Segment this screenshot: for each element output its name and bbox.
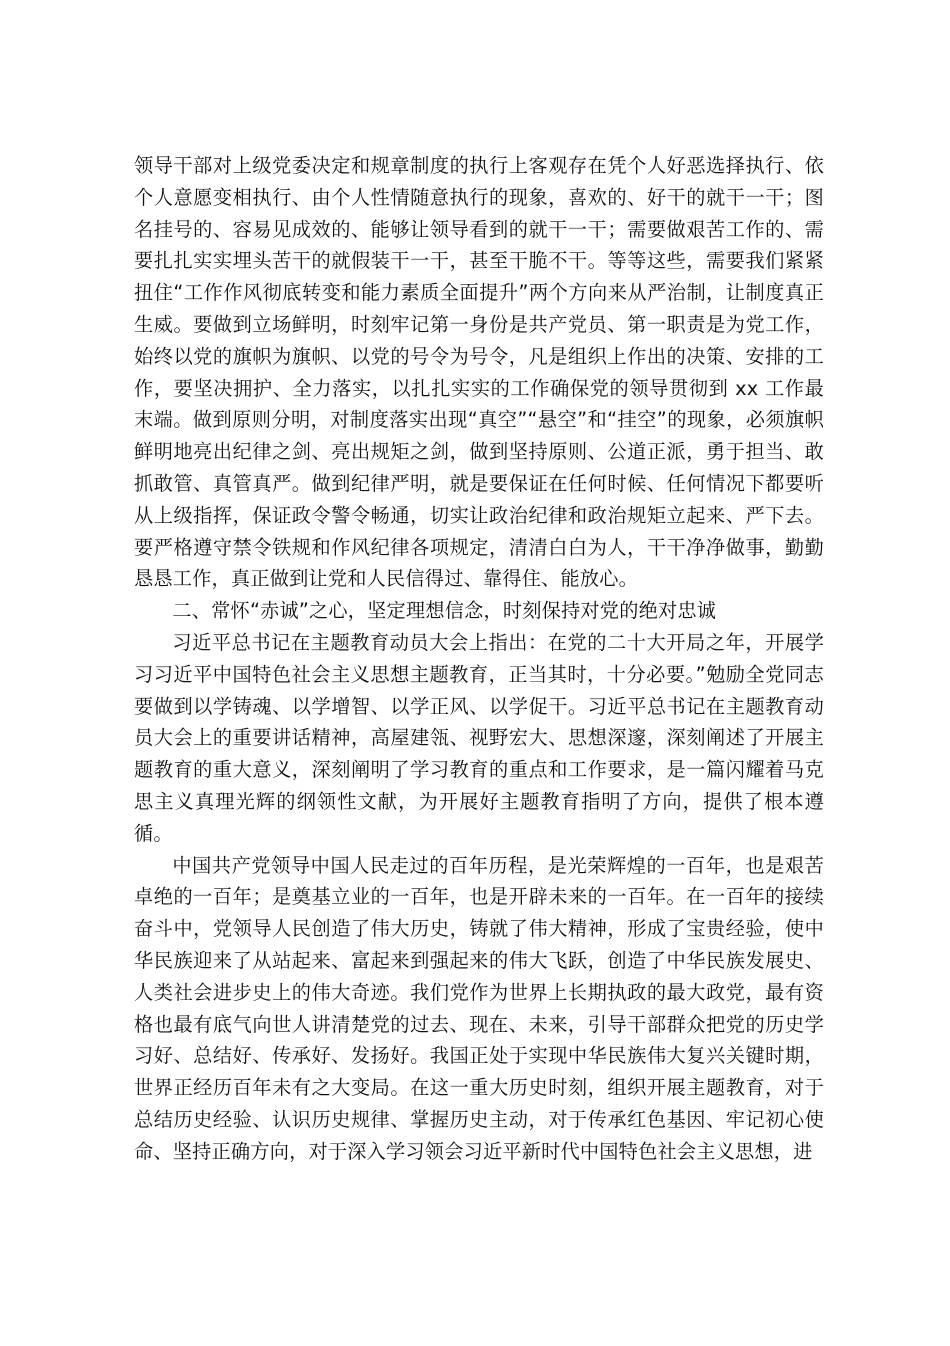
paragraph: 中国共产党领导中国人民走过的百年历程，是光荣辉煌的一百年，也是艰苦卓绝的一百年；是奠基立业的一百年，也是开辟未来的一百年。在一百年的接续奋斗中，党领导人民创造了伟大历史，铸就了伟大精神，形成了宝贵经验，使中华民族迎来了从站起来、富起来到强起来的伟大飞跃，创造了中华民族发展史、人类社会进步史上的伟大奇迹。我们党作为世界上长期执政的最大政党，最有资格也最有底气向世人讲清楚党的过去、现在、未来，引导干部群众把党的历史学习好、总结好、传承好、发扬好。我国正处于实现中华民族伟大复兴关键时期，世界正经历百年未有之大变局。在这一重大历史时刻，组织开展主题教育，对于总结历史经验、认识历史规律、掌握历史主动，对于传承红色基因、牢记初心使命、坚持正确方向，对于深入学习领会习近平新时代中国特色社会主义思想，进: [134, 853, 824, 1163]
paragraph-continued: 领导干部对上级党委决定和规章制度的执行上客观存在凭个人好恶选择执行、依个人意愿变相执行、由个人性情随意执行的现象，喜欢的、好干的就干一干；图名挂号的、容易见成效的、能够让领导看到的就干一干；需要做艰苦工作的、需要扎扎实实埋头苦干的就假装干一干，甚至干脆不干。等等这些，需要我们紧紧扭住“工作作风彻底转变和能力素质全面提升”两个方向来从严治制，让制度真正生威。要做到立场鲜明，时刻牢记第一身份是共产党员、第一职责是为党工作，始终以党的旗帜为旗帜、以党的号令为号令，凡是组织上作出的决策、安排的工作，要坚决拥护、全力落实，以扎扎实实的工作确保党的领导贯彻到 xx 工作最末端。做到原则分明，对制度落实出现“真空”“悬空”和“挂空”的现象，必须旗帜鲜明地亮出纪律之剑、亮出规矩之剑，做到坚持原则、公道正派，勇于担当、敢抓敢管、真管真严。做到纪律严明，就是要保证在任何时候、任何情况下都要听从上级指挥，保证政令警令畅通，切实让政治纪律和政治规矩立起来、严下去。要严格遵守禁令铁规和作风纪律各项规定，清清白白为人，干干净净做事，勤勤恳恳工作，真正做到让党和人民信得过、靠得住、能放心。: [134, 154, 824, 591]
section-heading: 二、常怀“赤诚”之心，坚定理想信念，时刻保持对党的绝对忠诚: [172, 599, 717, 623]
paragraph: 习近平总书记在主题教育动员大会上指出：在党的二十大开局之年，开展学习习近平中国特色社会主义思想主题教育，正当其时，十分必要。”勉励全党同志要做到以学铸魂、以学增智、以学正风、以学促干。习近平总书记在主题教育动员大会上的重要讲话精神，高屋建瓴、视野宏大、思想深邃，深刻阐述了开展主题教育的重大意义，深刻阐明了学习教育的重点和工作要求，是一篇闪耀着马克思主义真理光辉的纲领性文献，为开展好主题教育指明了方向，提供了根本遵循。: [134, 630, 824, 845]
document-body: [134, 150, 824, 1168]
